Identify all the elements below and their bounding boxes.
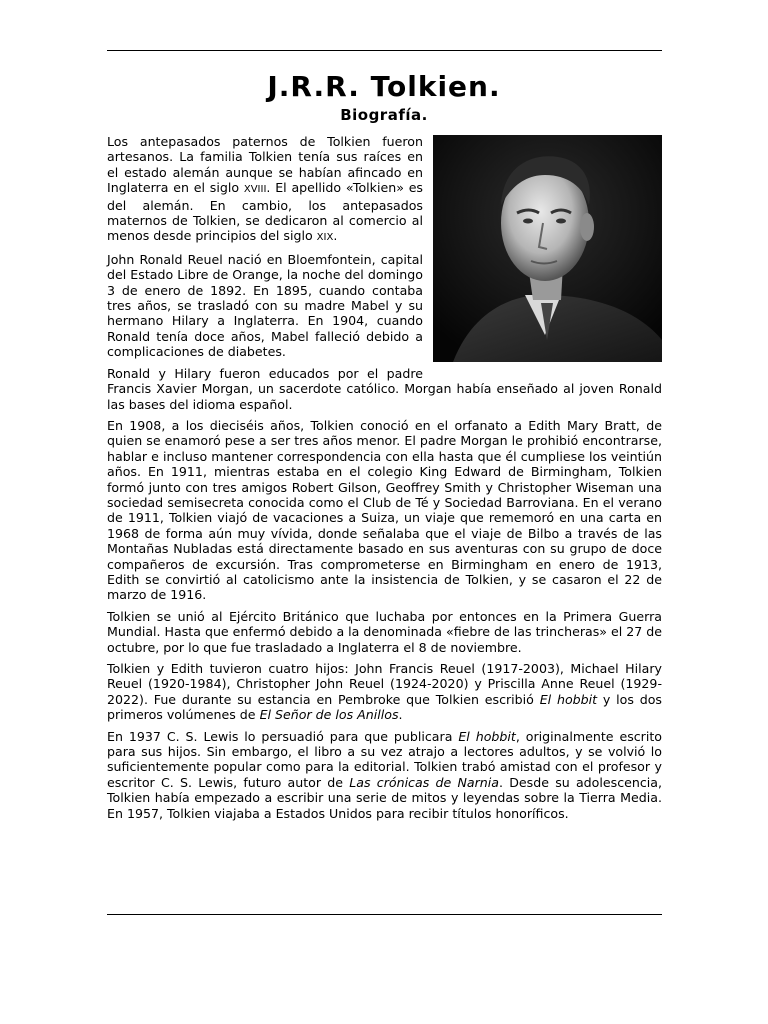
paragraph-edith: En 1908, a los dieciséis años, Tolkien conoció en el orfanato a Edith Mary Bratt, de quien se enamoró pese a ser tres años menor. El padre Morgan le prohibió encontrarse, hablar e incluso mantener correspondencia con ella hasta que él cumpliese los veintiún años. En 1911, mientras estaba en el colegio King Edward de Birmingham, Tolkien formó junto con tres amigos Robert Gilson, Geoffrey Smith y Christopher Wiseman una sociedad semisecreta conocida como el Club de Té y Sociedad Barroviana. En el verano de 1911, Tolkien viajó de vacaciones a Suiza, un viaje que rememoró en una carta en 1968 de forma aún muy vívida, donde señalaba que el viaje de Bilbo a través de las Montañas Nubladas está directamente basado en sus aventuras con su grupo de doce compañeros de excursión. Tras comprometerse en Birmingham en enero de 1913, Edith se convirtió al catolicismo ante la insistencia de Tolkien, y se casaron el 22 de marzo de 1916.: [107, 417, 662, 603]
book-title: El hobbit: [458, 728, 516, 744]
book-title: El Señor de los Anillos: [259, 707, 399, 723]
paragraph-text: Tolkien y Edith tuvieron cuatro hijos: John Francis Reuel (1917-2003), Michael Hilary Reuel (1920-1984), Christopher John Reuel (1924-2020) y Priscilla Anne Reuel (1929-2022). Fue durante su estancia en Pembroke que Tolkien escribió: [107, 661, 662, 707]
paragraph-publication: [107, 729, 662, 821]
paragraph-text: En 1937 C. S. Lewis lo persuadió para que publicara: [107, 728, 459, 744]
book-title: Las crónicas de Narnia: [349, 774, 499, 790]
century-numeral: XVIII: [243, 184, 267, 196]
paragraph-education: Ronald y Hilary fueron educados por el padre Francis Xavier Morgan, un sacerdote católico. Morgan había enseñado al joven Ronald las bases del idioma español.: [107, 365, 662, 412]
paragraph-text: .: [398, 707, 403, 723]
paragraph-text: y los dos primeros volúmenes de: [107, 691, 662, 723]
paragraph-text: , originalmente escrito para sus hijos. Sin embargo, el libro a su vez atrajo a lectores adultos, y se volvió lo suficientemente popular como para la editorial. Tolkien trabó amistad con el profesor y escritor C. S. Lewis, futuro autor de: [107, 728, 663, 790]
paragraph-children: [107, 661, 662, 723]
paragraph-text: Los antepasados paternos de Tolkien fueron artesanos. La familia Tolkien tenía sus raíces en el estado alemán aunque se habían afincado en Inglaterra en el siglo: [107, 134, 423, 196]
bottom-rule: [107, 914, 662, 915]
page-title: J.R.R. Tolkien.: [267, 70, 501, 103]
portrait-illustration: [433, 135, 662, 362]
paragraph-text: . El apellido «Tolkien» es del alemán. En cambio, los antepasados maternos de Tolkien, se dedicaron al comercio al menos desde principios del siglo: [107, 180, 423, 244]
paragraph-text: .: [333, 228, 338, 244]
paragraph-birth: John Ronald Reuel nació en Bloemfontein, capital del Estado Libre de Orange, la noche del domingo 3 de enero de 1892. En 1895, cuando contaba tres años, se trasladó con su madre Mabel y su hermano Hilary a Inglaterra. En 1904, cuando Ronald tenía doce años, Mabel falleció debido a complicaciones de diabetes.: [107, 251, 423, 360]
top-rule: [107, 50, 662, 51]
century-numeral: XIX: [316, 232, 334, 244]
biography-body: [107, 134, 662, 827]
book-title: El hobbit: [539, 691, 598, 707]
page-subtitle: Biografía.: [340, 106, 428, 124]
paragraph-text: . Desde su adolescencia, Tolkien había empezado a escribir una serie de mitos y leyendas sobre la Tierra Media. En 1957, Tolkien viajaba a Estados Unidos para recibir títulos honoríficos.: [107, 774, 662, 821]
portrait-photo-icon: [433, 135, 662, 362]
paragraph-army: Tolkien se unió al Ejército Británico que luchaba por entonces en la Primera Guerra Mundial. Hasta que enfermó debido a la denominada «fiebre de las trincheras» el 27 de octubre, por lo que fue trasladado a Inglaterra el 8 de noviembre.: [107, 608, 663, 655]
